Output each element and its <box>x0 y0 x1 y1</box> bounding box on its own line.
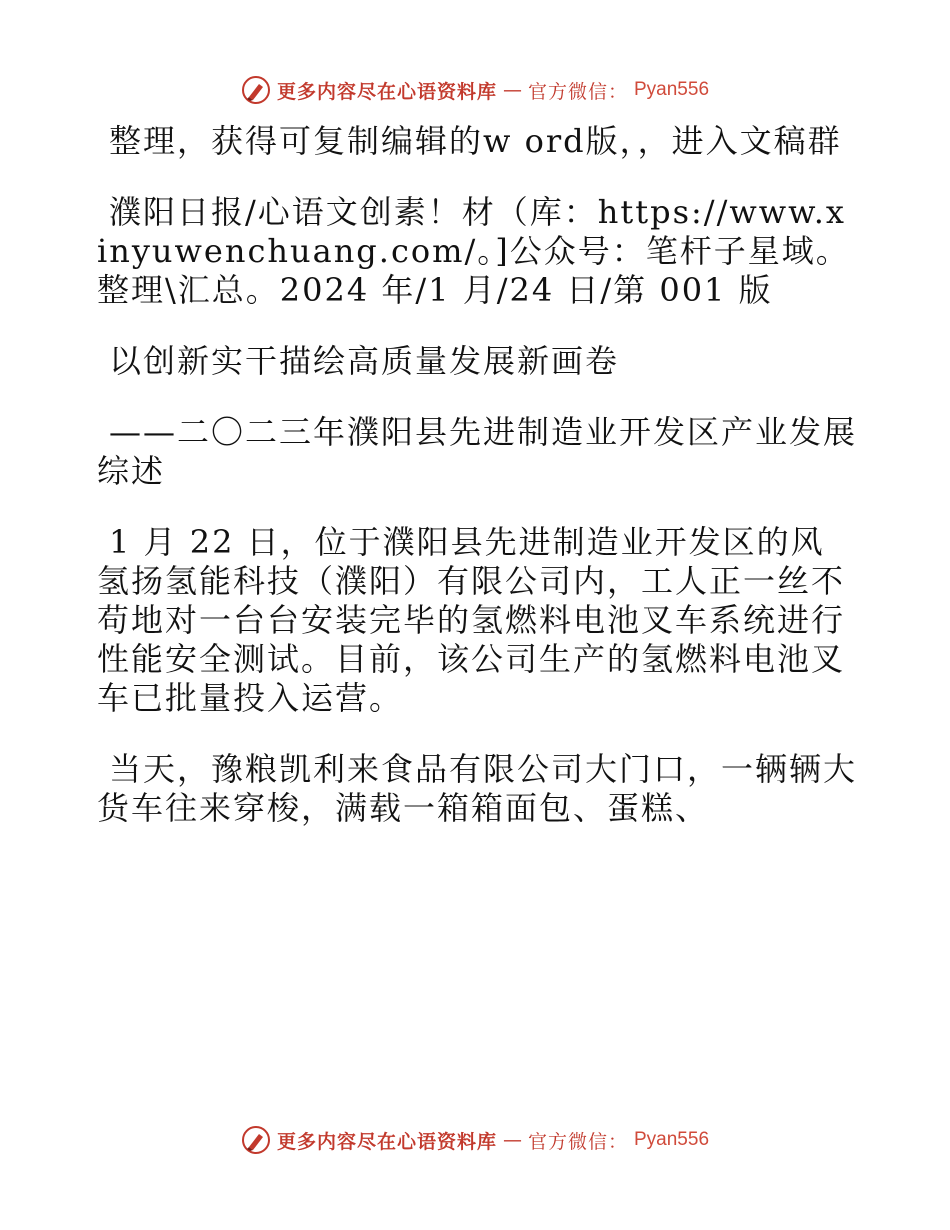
article-body <box>97 122 857 860</box>
banner-wechat-id: Pyan556 <box>634 79 710 100</box>
pen-logo-icon <box>241 75 271 105</box>
banner-dash: — <box>502 1129 522 1151</box>
banner-wechat-label: 官方微信： <box>527 1130 628 1153</box>
intro-note-paragraph: 整理，获得可复制编辑的w ord版，，进入文稿群 <box>109 122 842 160</box>
footer-watermark-banner <box>0 1122 950 1158</box>
body-paragraph-2: 当天，豫粮凯利来食品有限公司大门口，一辆辆大货车往来穿梭，满载一箱箱面包、蛋糕、 <box>97 750 858 827</box>
header-watermark-banner <box>0 72 950 108</box>
body-paragraph-1: 1 月 22 日，位于濮阳县先进制造业开发区的风氢扬氢能科技（濮阳）有限公司内，工人正一丝不苟地对一台台安装完毕的氢燃料电池叉车系统进行性能安全测试。目前，该公司生产的氢燃料电池叉车已批量投入运营。 <box>97 523 846 717</box>
article-subtitle: ——二〇二三年濮阳县先进制造业开发区产业发展综述 <box>97 413 858 490</box>
source-info-paragraph: 濮阳日报/心语文创素！材（库：https://www.xinyuwenchuang.com/。]公众号：笔杆子星域。整理\汇总。2024 年/1 月/24 日/第 001 版 <box>97 193 850 309</box>
article-title: 以创新实干描绘高质量发展新画卷 <box>109 342 620 380</box>
banner-tagline: 更多内容尽在心语资料库 <box>276 1130 497 1153</box>
banner-dash: — <box>502 79 522 101</box>
pen-logo-icon <box>241 1125 271 1155</box>
banner-wechat-id: Pyan556 <box>634 1129 710 1150</box>
banner-wechat-label: 官方微信： <box>527 80 628 103</box>
banner-tagline: 更多内容尽在心语资料库 <box>276 80 497 103</box>
